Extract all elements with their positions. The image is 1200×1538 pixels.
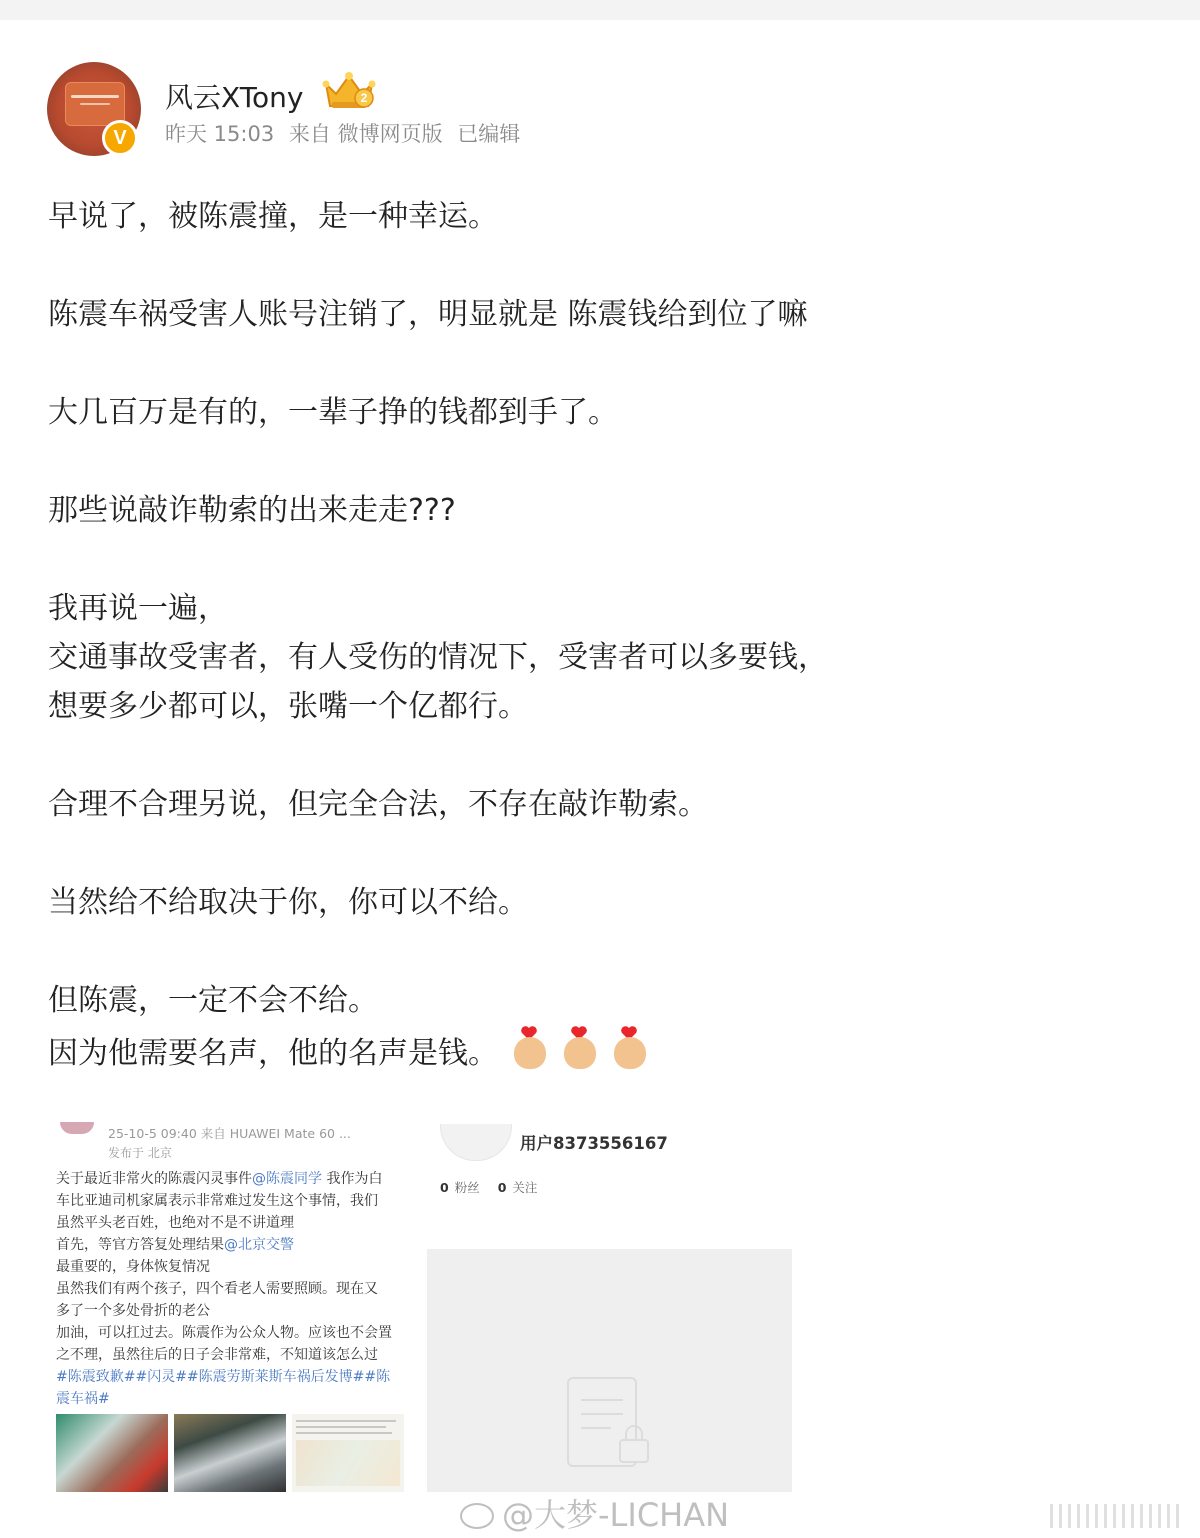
- final-line-1: 但陈震，一定不会不给。: [48, 983, 378, 1018]
- top-bar: [0, 0, 1200, 20]
- embedded-location: 发布于 北京: [108, 1146, 172, 1160]
- thumbnail-crash[interactable]: [174, 1414, 286, 1492]
- embedded-line: 车比亚迪司机家属表示非常难过发生这个事情，我们: [56, 1193, 378, 1209]
- image-edge-artifact: [1050, 1504, 1180, 1528]
- thumbnail-map[interactable]: [292, 1414, 404, 1492]
- post-paragraph: 陈震车祸受害人账号注销了，明显就是 陈震钱给到位了嘛: [48, 297, 808, 332]
- embedded-line: 最重要的，身体恢复情况: [56, 1259, 210, 1275]
- embedded-screenshot-victim-post[interactable]: [48, 1118, 408, 1498]
- locked-content-placeholder: [427, 1249, 792, 1492]
- lock-body-icon: [619, 1439, 649, 1463]
- embedded-line: 多了一个多处骨折的老公: [56, 1303, 210, 1319]
- post-paragraph: 我再说一遍， 交通事故受害者，有人受伤的情况下，受害者可以多要钱， 想要多少都可以，张嘴一个亿都行。: [48, 591, 828, 724]
- post-paragraph: 早说了，被陈震撞，是一种幸运。: [48, 199, 498, 234]
- mention-link[interactable]: @陈震同学: [252, 1171, 322, 1187]
- finger-heart-icon: [562, 1025, 598, 1071]
- thumbnail-hospital[interactable]: [56, 1414, 168, 1492]
- embedded-screenshot-deactivated-profile[interactable]: [428, 1118, 792, 1228]
- post-time[interactable]: 昨天 15:03: [165, 122, 275, 146]
- post-paragraph: 大几百万是有的，一辈子挣的钱都到手了。: [48, 395, 618, 430]
- embedded-line: 之不理，虽然往后的日子会非常难，不知道该怎么过: [56, 1347, 378, 1363]
- watermark: @大梦-LICHAN: [460, 1490, 729, 1536]
- final-line-2: 因为他需要名声，他的名声是钱。: [48, 1036, 498, 1071]
- embedded-date: 25-10-5 09:40 来自 HUAWEI Mate 60 ...: [108, 1126, 351, 1141]
- verified-badge-icon: V: [102, 120, 138, 156]
- embedded-avatar: [60, 1122, 94, 1134]
- crown-badge-icon[interactable]: [320, 68, 378, 112]
- embedded-thumbnails: [56, 1414, 401, 1492]
- embedded-body: [56, 1168, 408, 1410]
- hashtag-line[interactable]: 震车祸#: [56, 1391, 110, 1407]
- embedded-line: 虽然平头老百姓，也绝对不是不讲道理: [56, 1215, 294, 1231]
- embedded-line: 首先，等官方答复处理结果@北京交警: [56, 1237, 294, 1253]
- post-source: 来自 微博网页版: [288, 122, 443, 146]
- weibo-logo-icon: [460, 1503, 494, 1529]
- author-name[interactable]: 风云XTony: [165, 81, 304, 114]
- post-paragraph: 合理不合理另说，但完全合法，不存在敲诈勒索。: [48, 787, 708, 822]
- finger-heart-icon: [612, 1025, 648, 1071]
- hashtag-line[interactable]: #陈震致歉##闪灵##陈震劳斯莱斯车祸后发博##陈: [56, 1369, 391, 1385]
- default-avatar-icon: [440, 1124, 512, 1161]
- embedded-line: 关于最近非常火的陈震闪灵事件@陈震同学 我作为白: [56, 1171, 383, 1187]
- embedded-profile-stats: 0 粉丝 0 关注: [440, 1180, 538, 1195]
- edited-label[interactable]: 已编辑: [457, 122, 521, 146]
- embedded-line: 加油，可以扛过去。陈震作为公众人物。应该也不会置: [56, 1325, 392, 1341]
- post-paragraph-final: [48, 976, 1148, 1078]
- post-meta: [165, 118, 528, 148]
- post-paragraph: 那些说敲诈勒索的出来走走???: [48, 493, 456, 528]
- post-paragraph: 当然给不给取决于你，你可以不给。: [48, 885, 528, 920]
- mention-link[interactable]: @北京交警: [224, 1237, 294, 1253]
- embedded-line: 虽然我们有两个孩子，四个看老人需要照顾。现在又: [56, 1281, 378, 1297]
- svg-text:2: 2: [360, 91, 368, 105]
- post-body: [48, 192, 1148, 1078]
- finger-heart-icon: [512, 1025, 548, 1071]
- embedded-username: 用户8373556167: [520, 1134, 668, 1153]
